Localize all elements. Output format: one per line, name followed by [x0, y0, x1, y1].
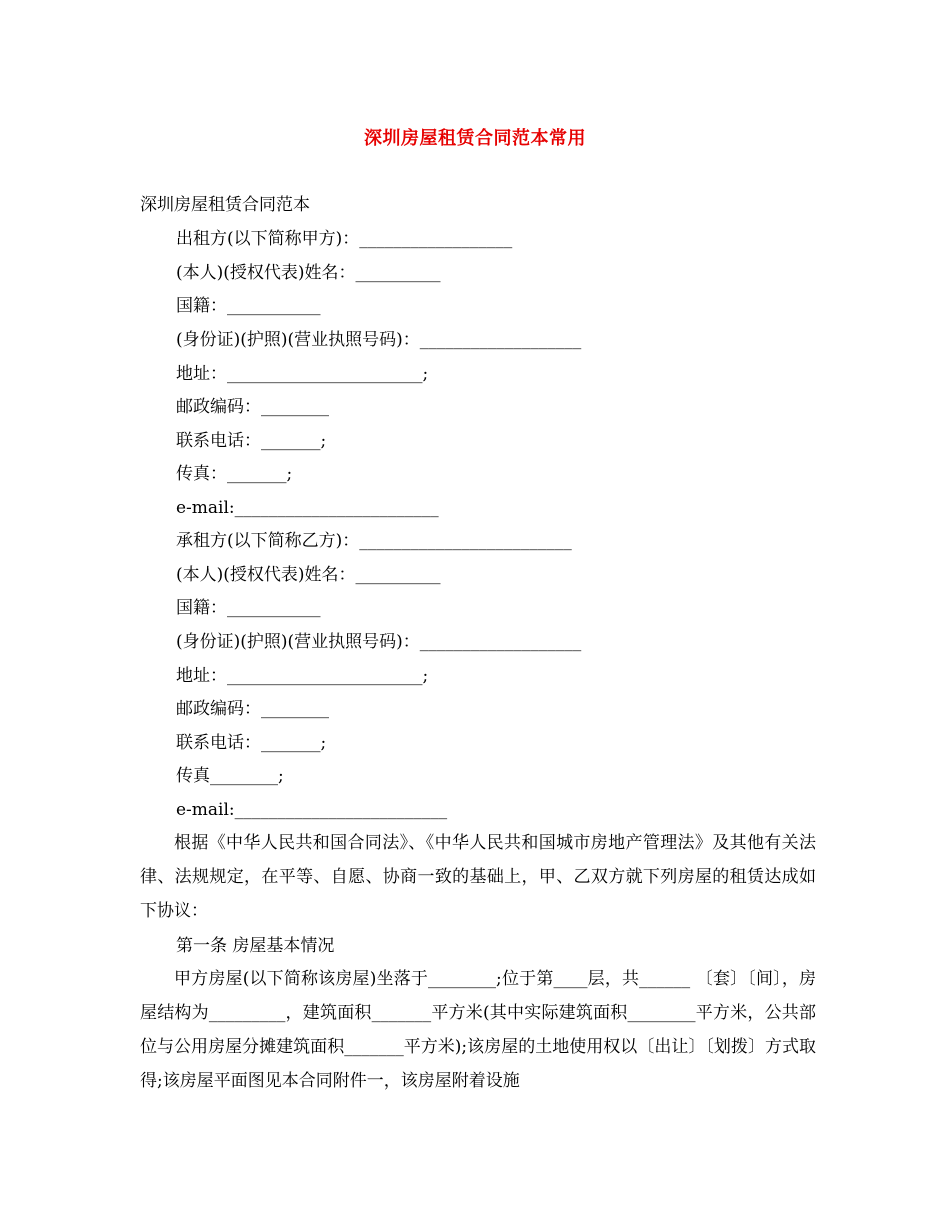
lessee-phone-field: 联系电话：_______;	[176, 733, 327, 753]
preamble-paragraph: 根据《中华人民共和国合同法》、《中华人民共和国城市房地产管理法》及其他有关法律、法规规定，在平等、自愿、协商一致的基础上，甲、乙双方就下列房屋的租赁达成如下协议：	[140, 833, 816, 921]
article-1-heading: 第一条 房屋基本情况	[176, 936, 335, 956]
lessee-postcode-field: 邮政编码：________	[176, 699, 329, 719]
lessee-header: 承租方(以下简称乙方)：_________________________	[176, 531, 572, 551]
lessor-email-field: e-mail:________________________	[176, 498, 439, 518]
lessor-phone-field: 联系电话：_______;	[176, 431, 327, 451]
lessor-id-field: (身份证)(护照)(营业执照号码)：___________________	[176, 330, 582, 350]
lessee-id-field: (身份证)(护照)(营业执照号码)：___________________	[176, 632, 582, 652]
article-1-body: 甲方房屋(以下简称该房屋)坐落于________;位于第____层，共______ 〔套〕〔间〕，房屋结构为_________，建筑面积_______平方米(其中实际建筑面积________平方米，公共部位与公用房屋分摊建筑面积_______平方米);该房屋的土地使用权以〔出让〕〔划拨〕方式取得;该房屋平面图见本合同附件一，该房屋附着设施	[140, 969, 816, 1091]
lessor-fax-field: 传真：_______;	[176, 464, 293, 484]
lessee-address-field: 地址：_______________________;	[176, 666, 429, 686]
document-subtitle: 深圳房屋租赁合同范本	[140, 195, 310, 215]
lessor-postcode-field: 邮政编码：________	[176, 397, 329, 417]
lessor-nationality-field: 国籍：___________	[176, 296, 321, 316]
document-title: 深圳房屋租赁合同范本常用	[364, 128, 586, 149]
lessor-address-field: 地址：_______________________;	[176, 364, 429, 384]
lessee-nationality-field: 国籍：___________	[176, 598, 321, 618]
lessee-fax-field: 传真________;	[176, 766, 284, 786]
lessor-header: 出租方(以下简称甲方)：__________________	[176, 229, 513, 249]
lessee-email-field: e-mail:_________________________	[176, 800, 448, 820]
lessor-name-field: (本人)(授权代表)姓名：__________	[176, 263, 441, 283]
lessee-name-field: (本人)(授权代表)姓名：__________	[176, 565, 441, 585]
